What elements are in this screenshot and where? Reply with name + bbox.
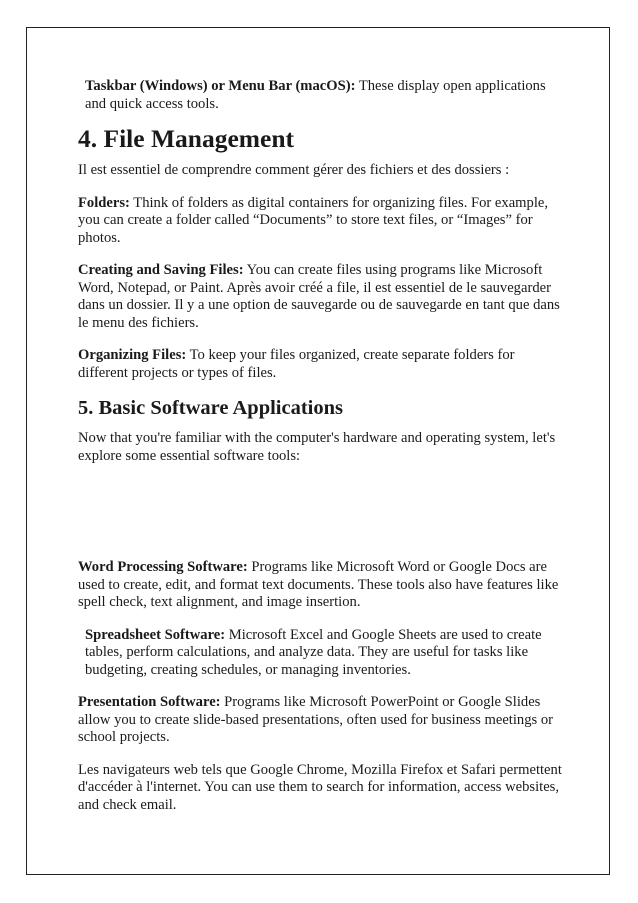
paragraph-presentation	[78, 694, 568, 747]
paragraph-folders	[78, 195, 568, 248]
paragraph-software-intro: Now that you're familiar with the computer's hardware and operating system, let's explore some essential software tools:	[78, 430, 556, 464]
paragraph-web-browsers: Les navigateurs web tels que Google Chrome, Mozilla Firefox et Safari permettent d'accéder à l'internet. You can use them to search for information, access websites, and check email.	[78, 761, 562, 813]
text-folders: Think of folders as digital containers for organizing files. For example, you can create a folder called “Documents” to store text files, or “Images” for photos.	[78, 194, 549, 246]
paragraph-word-processing	[78, 559, 568, 612]
term-word-processing: Word Processing Software:	[78, 559, 248, 575]
text-organizing: To keep your files organized, create separate folders for different projects or types of files.	[78, 347, 515, 381]
paragraph-taskbar	[78, 78, 568, 113]
paragraph-spreadsheet	[78, 627, 568, 680]
term-folders: Folders:	[78, 194, 130, 211]
paragraph-creating-saving	[78, 262, 568, 332]
text-taskbar: These display open applications and quick access tools.	[85, 78, 546, 112]
term-creating-saving: Creating and Saving Files:	[78, 262, 244, 278]
document-body	[78, 78, 568, 814]
term-organizing: Organizing Files:	[78, 347, 187, 363]
heading-basic-software: 5. Basic Software Applications	[78, 397, 343, 419]
text-presentation: Programs like Microsoft PowerPoint or Google Slides allow you to create slide-based presentations, often used for business meetings or school projects.	[78, 694, 553, 745]
paragraph-organizing	[78, 347, 568, 382]
text-word-processing: Programs like Microsoft Word or Google Docs are used to create, edit, and format text documents. These tools also have features like spell check, text alignment, and image insertion.	[78, 559, 559, 610]
text-spreadsheet: Microsoft Excel and Google Sheets are used to create tables, perform calculations, and analyze data. They are useful for tasks like budgeting, creating schedules, or managing inventories.	[85, 626, 542, 678]
heading-file-management: 4. File Management	[78, 124, 294, 153]
term-spreadsheet: Spreadsheet Software:	[85, 626, 226, 643]
term-taskbar: Taskbar (Windows) or Menu Bar (macOS):	[85, 78, 356, 94]
term-presentation: Presentation Software:	[78, 694, 221, 710]
text-creating-saving: You can create files using programs like Microsoft Word, Notepad, or Paint. Après avoir créé a file, il est essentiel de le sauvegarder dans un dossier. Il y a une option de sauvegarde ou de sauvegarde en tant que dans le menu des fichiers.	[78, 262, 560, 331]
paragraph-file-intro: Il est essentiel de comprendre comment gérer des fichiers et des dossiers :	[78, 162, 510, 178]
